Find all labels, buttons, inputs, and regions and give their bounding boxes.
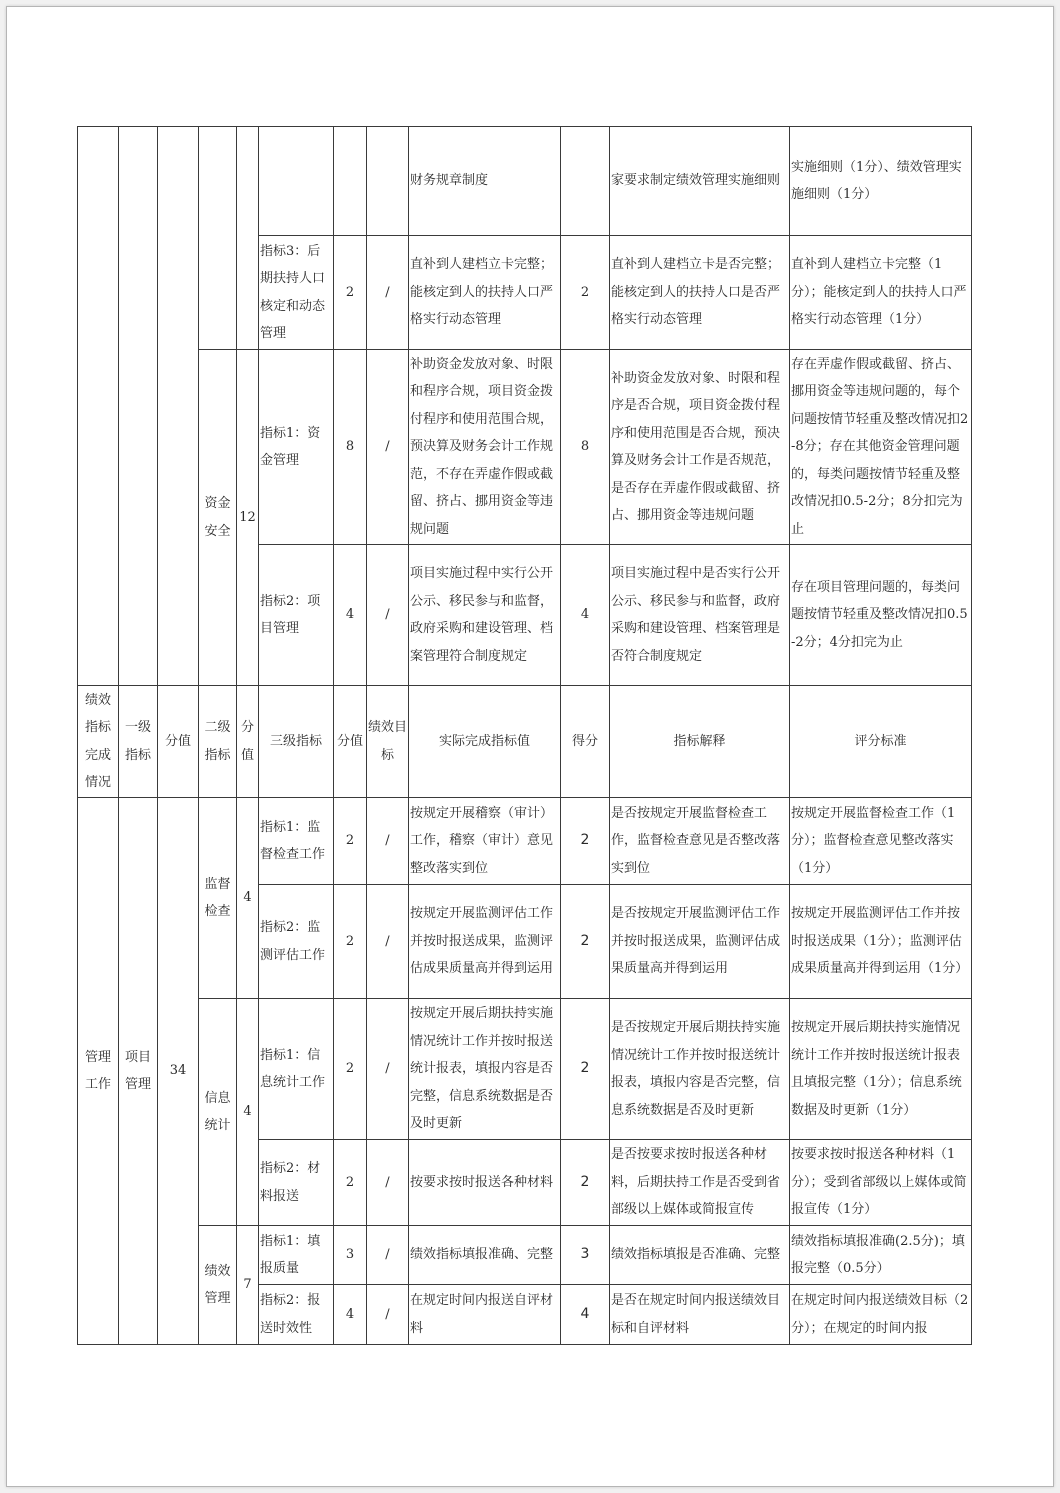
indicator-cell: 指标1：资金管理 <box>259 350 334 545</box>
level2-score-cell: 7 <box>237 1226 259 1345</box>
cell-empty <box>367 127 409 236</box>
actual-value-cell: 按要求按时报送各种材料 <box>409 1140 561 1226</box>
score-cell: 3 <box>334 1226 367 1285</box>
level1-score-cell: 34 <box>158 798 199 1345</box>
indicator-cell: 指标2：报送时效性 <box>259 1285 334 1345</box>
cell-empty <box>119 127 158 686</box>
header-cell: 分值 <box>158 686 199 798</box>
explain-cell: 是否在规定时间内报送绩效目标和自评材料 <box>610 1285 790 1345</box>
score-cell: 2 <box>334 798 367 885</box>
explain-cell: 直补到人建档立卡是否完整；能核定到人的扶持人口是否严格实行动态管理 <box>610 236 790 350</box>
got-score-cell: 4 <box>561 545 610 686</box>
table-row <box>78 350 972 545</box>
header-cell: 绩效指标完成情况 <box>78 686 119 798</box>
cell-empty <box>259 127 334 236</box>
criteria-cell: 按规定开展监督检查工作（1分）；监督检查意见整改落实（1分） <box>790 798 972 885</box>
got-score-cell: 2 <box>561 999 610 1140</box>
cell-empty <box>158 127 199 686</box>
criteria-cell: 按规定开展后期扶持实施情况统计工作并按时报送统计报表且填报完整（1分）；信息系统数据及时更新（1分） <box>790 999 972 1140</box>
actual-value-cell: 绩效指标填报准确、完整 <box>409 1226 561 1285</box>
header-cell: 二级指标 <box>199 686 237 798</box>
level2-score-cell: 12 <box>237 350 259 686</box>
actual-value-cell: 财务规章制度 <box>409 127 561 236</box>
actual-value-cell: 在规定时间内报送自评材料 <box>409 1285 561 1345</box>
header-cell: 得分 <box>561 686 610 798</box>
got-score-cell: 3 <box>561 1226 610 1285</box>
target-cell: / <box>367 798 409 885</box>
header-cell: 指标解释 <box>610 686 790 798</box>
target-cell: / <box>367 999 409 1140</box>
actual-value-cell: 按规定开展稽察（审计）工作，稽察（审计）意见整改落实到位 <box>409 798 561 885</box>
target-cell: / <box>367 1226 409 1285</box>
got-score-cell: 2 <box>561 885 610 999</box>
score-cell: 8 <box>334 350 367 545</box>
explain-cell: 补助资金发放对象、时限和程序是否合规，项目资金拨付程序和使用范围是否合规，预决算及财务会计工作是否规范，是否存在弄虚作假或截留、挤占、挪用资金等违规问题 <box>610 350 790 545</box>
actual-value-cell: 按规定开展监测评估工作并按时报送成果，监测评估成果质量高并得到运用 <box>409 885 561 999</box>
got-score-cell: 2 <box>561 1140 610 1226</box>
criteria-cell: 绩效指标填报准确(2.5分)；填报完整（0.5分） <box>790 1226 972 1285</box>
header-cell: 实际完成指标值 <box>409 686 561 798</box>
got-score-cell: 8 <box>561 350 610 545</box>
level2-indicator-cell: 信息统计 <box>199 999 237 1226</box>
explain-cell: 绩效指标填报是否准确、完整 <box>610 1226 790 1285</box>
criteria-cell: 按规定开展监测评估工作并按时报送成果（1分）；监测评估成果质量高并得到运用（1分） <box>790 885 972 999</box>
header-cell: 分值 <box>334 686 367 798</box>
explain-cell: 是否按规定开展后期扶持实施情况统计工作并按时报送统计报表，填报内容是否完整，信息系统数据是否及时更新 <box>610 999 790 1140</box>
table-header-row <box>78 686 972 798</box>
indicator-cell: 指标2：项目管理 <box>259 545 334 686</box>
criteria-cell: 存在弄虚作假或截留、挤占、挪用资金等违规问题的，每个问题按情节轻重及整改情况扣2-8分；存在其他资金管理问题的，每类问题按情节轻重及整改情况扣0.5-2分；8分扣完为止 <box>790 350 972 545</box>
target-cell: / <box>367 885 409 999</box>
indicator-cell: 指标1：填报质量 <box>259 1226 334 1285</box>
cell-empty <box>334 127 367 236</box>
indicator-cell: 指标3：后期扶持人口核定和动态管理 <box>259 236 334 350</box>
level2-indicator-cell: 绩效管理 <box>199 1226 237 1345</box>
header-cell: 绩效目标 <box>367 686 409 798</box>
actual-value-cell: 按规定开展后期扶持实施情况统计工作并按时报送统计报表，填报内容是否完整，信息系统数据是否及时更新 <box>409 999 561 1140</box>
score-cell: 4 <box>334 1285 367 1345</box>
score-cell: 2 <box>334 1140 367 1226</box>
target-cell: / <box>367 350 409 545</box>
criteria-cell: 存在项目管理问题的，每类问题按情节轻重及整改情况扣0.5-2分；4分扣完为止 <box>790 545 972 686</box>
criteria-cell: 按要求按时报送各种材料（1分）；受到省部级以上媒体或简报宣传（1分） <box>790 1140 972 1226</box>
criteria-cell: 直补到人建档立卡完整（1分）；能核定到人的扶持人口严格实行动态管理（1分） <box>790 236 972 350</box>
cell-empty <box>78 127 119 686</box>
got-score-cell: 2 <box>561 236 610 350</box>
score-cell: 2 <box>334 885 367 999</box>
performance-table <box>77 126 972 1345</box>
criteria-cell: 在规定时间内报送绩效目标（2分）；在规定的时间内报 <box>790 1285 972 1345</box>
table-row <box>78 1226 972 1285</box>
target-cell: / <box>367 545 409 686</box>
level1-indicator-cell: 项目管理 <box>119 798 158 1345</box>
header-cell: 一级指标 <box>119 686 158 798</box>
explain-cell: 是否按规定开展监测评估工作并按时报送成果，监测评估成果质量高并得到运用 <box>610 885 790 999</box>
table-row <box>78 127 972 236</box>
header-cell: 评分标准 <box>790 686 972 798</box>
score-cell: 2 <box>334 999 367 1140</box>
level2-indicator-cell: 资金安全 <box>199 350 237 686</box>
indicator-cell: 指标1：监督检查工作 <box>259 798 334 885</box>
explain-cell: 家要求制定绩效管理实施细则 <box>610 127 790 236</box>
indicator-cell: 指标2：材料报送 <box>259 1140 334 1226</box>
header-cell: 分值 <box>237 686 259 798</box>
table-row <box>78 798 972 885</box>
cell-empty <box>237 127 259 350</box>
explain-cell: 项目实施过程中是否实行公开公示、移民参与和监督，政府采购和建设管理、档案管理是否符合制度规定 <box>610 545 790 686</box>
target-cell: / <box>367 236 409 350</box>
level2-indicator-cell: 监督检查 <box>199 798 237 999</box>
target-cell: / <box>367 1285 409 1345</box>
header-cell: 三级指标 <box>259 686 334 798</box>
got-score-cell: 2 <box>561 798 610 885</box>
actual-value-cell: 补助资金发放对象、时限和程序合规，项目资金拨付程序和使用范围合规，预决算及财务会计工作规范，不存在弄虚作假或截留、挤占、挪用资金等违规问题 <box>409 350 561 545</box>
target-cell: / <box>367 1140 409 1226</box>
table-row <box>78 999 972 1140</box>
score-cell: 2 <box>334 236 367 350</box>
explain-cell: 是否按规定开展监督检查工作，监督检查意见是否整改落实到位 <box>610 798 790 885</box>
criteria-cell: 实施细则（1分）、绩效管理实施细则（1分） <box>790 127 972 236</box>
level2-score-cell: 4 <box>237 999 259 1226</box>
level2-score-cell: 4 <box>237 798 259 999</box>
score-cell: 4 <box>334 545 367 686</box>
indicator-cell: 指标2：监测评估工作 <box>259 885 334 999</box>
cell-empty <box>199 127 237 350</box>
explain-cell: 是否按要求按时报送各种材料，后期扶持工作是否受到省部级以上媒体或简报宣传 <box>610 1140 790 1226</box>
actual-value-cell: 直补到人建档立卡完整；能核定到人的扶持人口严格实行动态管理 <box>409 236 561 350</box>
indicator-cell: 指标1：信息统计工作 <box>259 999 334 1140</box>
got-score-cell: 4 <box>561 1285 610 1345</box>
actual-value-cell: 项目实施过程中实行公开公示、移民参与和监督，政府采购和建设管理、档案管理符合制度规定 <box>409 545 561 686</box>
level1-label-cell: 管理工作 <box>78 798 119 1345</box>
cell-empty <box>561 127 610 236</box>
